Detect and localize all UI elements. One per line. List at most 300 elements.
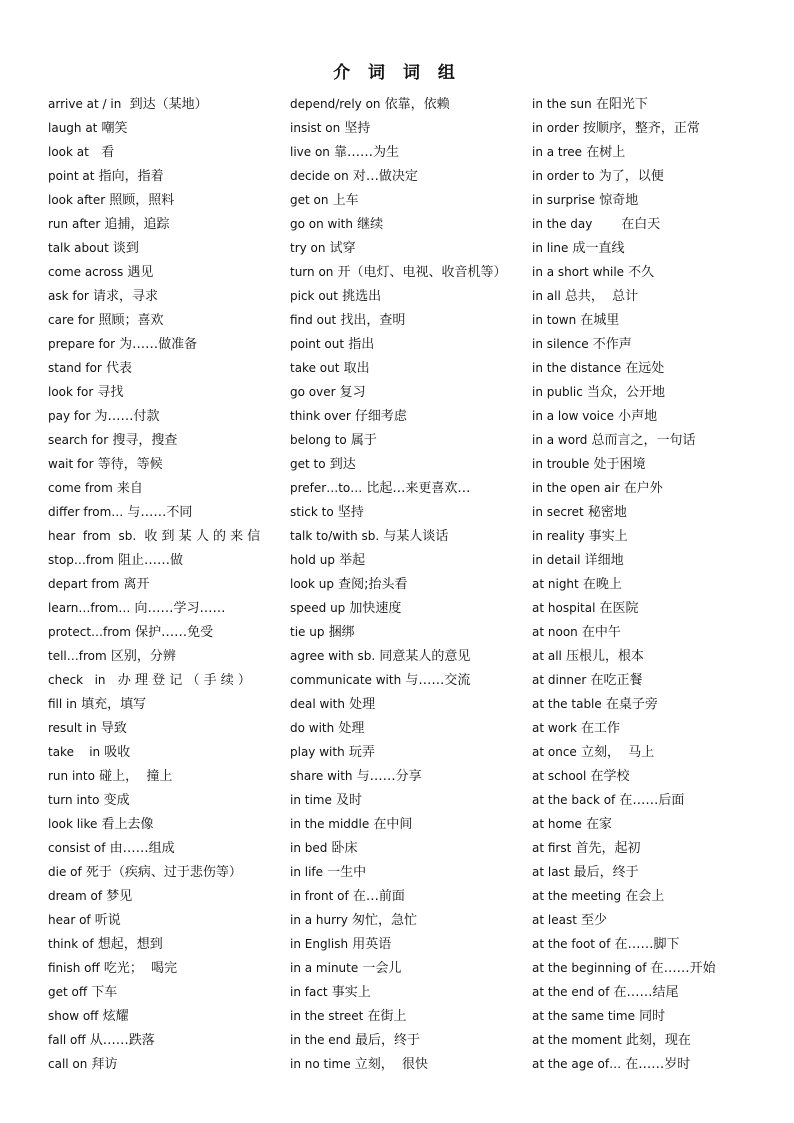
- phrase-row: [532, 116, 782, 140]
- phrase-chinese: 嘲笑: [97, 121, 128, 136]
- phrase-chinese: 办 理 登 记 （ 手 续 ）: [105, 673, 251, 688]
- phrase-english: in a word: [532, 433, 588, 447]
- phrase-row: [290, 788, 530, 812]
- phrase-chinese: 变成: [99, 793, 130, 808]
- phrase-chinese: 秘密地: [583, 505, 627, 520]
- phrase-english: depart from: [48, 577, 120, 591]
- phrase-english: in the sun: [532, 97, 592, 111]
- phrase-row: [532, 188, 782, 212]
- phrase-row: [290, 764, 530, 788]
- phrase-row: [532, 812, 782, 836]
- page-title: 介 词 词 组: [333, 63, 461, 83]
- phrase-english: in time: [290, 793, 332, 807]
- phrase-chinese: 看: [88, 145, 115, 160]
- phrase-row: [532, 356, 782, 380]
- phrase-chinese: 卧床: [327, 841, 358, 856]
- phrase-chinese: 一生中: [323, 865, 367, 880]
- phrase-chinese: 照顾；喜欢: [94, 313, 164, 328]
- phrase-english: turn on: [290, 265, 334, 279]
- phrase-chinese: 捆绑: [324, 625, 355, 640]
- phrase-chinese: 请求，寻求: [88, 289, 159, 304]
- phrase-english: in front of: [290, 889, 349, 903]
- phrase-english: get to: [290, 457, 326, 471]
- phrase-chinese: 最后，终于: [569, 865, 639, 880]
- phrase-row: [532, 428, 782, 452]
- phrase-row: [48, 212, 288, 236]
- phrase-row: [532, 92, 782, 116]
- phrase-english: come across: [48, 265, 124, 279]
- phrase-row: [48, 644, 288, 668]
- phrase-chinese: 吸收: [100, 745, 131, 760]
- phrase-chinese: 同意某人的意见: [375, 649, 471, 664]
- phrase-chinese: 下车: [87, 985, 118, 1000]
- phrase-row: [48, 188, 288, 212]
- phrase-english: prefer…to…: [290, 481, 363, 495]
- phrase-row: [48, 524, 288, 548]
- phrase-row: [532, 140, 782, 164]
- phrase-row: [532, 668, 782, 692]
- phrase-english: search for: [48, 433, 109, 447]
- phrase-chinese: 区别，分辨: [106, 649, 176, 664]
- phrase-chinese: 取出: [339, 361, 370, 376]
- phrase-english: learn…from…: [48, 601, 131, 615]
- phrase-chinese: 上车: [328, 193, 359, 208]
- phrase-row: [532, 836, 782, 860]
- phrase-english: do with: [290, 721, 335, 735]
- phrase-chinese: 谈到: [108, 241, 139, 256]
- phrase-english: at the back of: [532, 793, 616, 807]
- phrase-chinese: 靠……为生: [329, 145, 400, 160]
- phrase-row: [532, 716, 782, 740]
- phrase-chinese: 死于（疾病、过于悲伤等）: [81, 865, 242, 880]
- phrase-row: [290, 548, 530, 572]
- phrase-row: [48, 260, 288, 284]
- phrase-chinese: 举起: [334, 553, 366, 568]
- phrase-english: in detail: [532, 553, 581, 567]
- phrase-english: in trouble: [532, 457, 590, 471]
- phrase-row: [290, 836, 530, 860]
- phrase-english: at the meeting: [532, 889, 622, 903]
- phrase-english: look like: [48, 817, 98, 831]
- phrase-chinese: 收 到 某 人 的 来 信: [136, 529, 261, 544]
- phrase-english: in silence: [532, 337, 589, 351]
- phrase-chinese: 在医院: [595, 601, 639, 616]
- phrase-row: [290, 884, 530, 908]
- phrase-english: check in: [48, 673, 106, 687]
- phrase-chinese: 事实上: [584, 529, 628, 544]
- phrase-chinese: 搜寻，搜查: [108, 433, 178, 448]
- phrase-chinese: 匆忙，急忙: [347, 913, 418, 928]
- phrase-row: [532, 884, 782, 908]
- phrase-english: in a minute: [290, 961, 359, 975]
- phrase-chinese: 在阳光下: [591, 97, 648, 112]
- phrase-row: [48, 380, 288, 404]
- phrase-chinese: 在桌子旁: [601, 697, 658, 712]
- phrase-english: run into: [48, 769, 95, 783]
- phrase-chinese: 与……交流: [401, 673, 471, 688]
- phrase-english: at the moment: [532, 1033, 622, 1047]
- phrase-row: [532, 692, 782, 716]
- phrase-chinese: 在远处: [621, 361, 665, 376]
- phrase-english: at first: [532, 841, 572, 855]
- phrase-row: [532, 932, 782, 956]
- phrase-chinese: 试穿: [325, 241, 356, 256]
- phrase-row: [532, 740, 782, 764]
- phrase-chinese: 坚持: [333, 505, 364, 520]
- phrase-english: at the same time: [532, 1009, 635, 1023]
- phrase-english: take in: [48, 745, 101, 759]
- phrase-chinese: 指出: [344, 337, 375, 352]
- phrase-chinese: 听说: [90, 913, 121, 928]
- phrase-chinese: 在中午: [577, 625, 621, 640]
- phrase-english: stand for: [48, 361, 102, 375]
- phrase-english: in line: [532, 241, 569, 255]
- phrase-row: [48, 164, 288, 188]
- phrase-chinese: 依靠，依赖: [380, 97, 450, 112]
- phrase-chinese: 处理: [334, 721, 365, 736]
- phrase-english: ask for: [48, 289, 89, 303]
- phrase-english: at dinner: [532, 673, 587, 687]
- phrase-row: [532, 1004, 782, 1028]
- phrase-english: at school: [532, 769, 587, 783]
- phrase-row: [290, 380, 530, 404]
- phrase-chinese: 炫耀: [98, 1009, 129, 1024]
- phrase-chinese: 在中间: [369, 817, 413, 832]
- phrase-row: [532, 1052, 782, 1076]
- phrase-row: [290, 332, 530, 356]
- phrase-chinese: 用英语: [348, 937, 392, 952]
- phrase-row: [48, 596, 288, 620]
- phrase-row: [48, 740, 288, 764]
- phrase-chinese: 找出，查明: [336, 313, 406, 328]
- phrase-chinese: 在……岁时: [621, 1057, 691, 1072]
- phrase-row: [48, 572, 288, 596]
- phrase-english: differ from…: [48, 505, 124, 519]
- phrase-chinese: 首先，起初: [571, 841, 641, 856]
- phrase-row: [532, 596, 782, 620]
- phrase-english: point out: [290, 337, 345, 351]
- phrase-english: share with: [290, 769, 353, 783]
- phrase-chinese: 为了，以便: [594, 169, 664, 184]
- phrase-row: [48, 236, 288, 260]
- phrase-column-1: [48, 92, 288, 1076]
- phrase-row: [290, 932, 530, 956]
- phrase-english: at the foot of: [532, 937, 611, 951]
- phrase-chinese: 在学校: [586, 769, 630, 784]
- phrase-english: die of: [48, 865, 82, 879]
- phrase-chinese: 玩弄: [344, 745, 375, 760]
- phrase-chinese: 到达: [325, 457, 356, 472]
- phrase-row: [48, 332, 288, 356]
- phrase-chinese: 立刻， 很快: [350, 1057, 429, 1072]
- phrase-row: [532, 476, 782, 500]
- phrase-english: in order: [532, 121, 579, 135]
- phrase-column-3: [532, 92, 782, 1076]
- phrase-english: get off: [48, 985, 88, 999]
- phrase-english: tell…from: [48, 649, 107, 663]
- phrase-chinese: 及时: [331, 793, 363, 808]
- phrase-english: communicate with: [290, 673, 402, 687]
- phrase-row: [48, 548, 288, 572]
- phrase-chinese: 立刻， 马上: [576, 745, 655, 760]
- phrase-row: [290, 236, 530, 260]
- phrase-row: [290, 1004, 530, 1028]
- phrase-row: [532, 1028, 782, 1052]
- phrase-row: [290, 692, 530, 716]
- phrase-chinese: 导致: [96, 721, 127, 736]
- phrase-chinese: 详细地: [580, 553, 624, 568]
- phrase-chinese: 总共， 总计: [560, 289, 639, 304]
- phrase-english: fall off: [48, 1033, 86, 1047]
- phrase-row: [48, 812, 288, 836]
- phrase-english: go on with: [290, 217, 353, 231]
- phrase-row: [532, 860, 782, 884]
- phrase-chinese: 拜访: [87, 1057, 118, 1072]
- phrase-chinese: 为……做准备: [115, 337, 198, 352]
- phrase-row: [532, 980, 782, 1004]
- phrase-english: speed up: [290, 601, 346, 615]
- phrase-row: [48, 500, 288, 524]
- phrase-row: [532, 332, 782, 356]
- phrase-english: at night: [532, 577, 579, 591]
- phrase-chinese: 总而言之，一句话: [587, 433, 696, 448]
- phrase-row: [48, 836, 288, 860]
- phrase-english: talk about: [48, 241, 109, 255]
- phrase-row: [290, 164, 530, 188]
- phrase-english: in all: [532, 289, 561, 303]
- phrase-row: [48, 692, 288, 716]
- phrase-english: at once: [532, 745, 577, 759]
- phrase-english: tie up: [290, 625, 325, 639]
- phrase-chinese: 当众，公开地: [582, 385, 665, 400]
- phrase-chinese: 与……不同: [123, 505, 193, 520]
- phrase-row: [48, 140, 288, 164]
- phrase-row: [290, 668, 530, 692]
- phrase-row: [290, 476, 530, 500]
- phrase-row: [532, 908, 782, 932]
- phrase-row: [290, 620, 530, 644]
- phrase-english: stop…from: [48, 553, 114, 567]
- phrase-row: [290, 740, 530, 764]
- phrase-english: find out: [290, 313, 337, 327]
- phrase-english: think over: [290, 409, 351, 423]
- phrase-english: think of: [48, 937, 94, 951]
- phrase-row: [532, 788, 782, 812]
- phrase-english: at the beginning of: [532, 961, 647, 975]
- phrase-row: [48, 308, 288, 332]
- phrase-english: belong to: [290, 433, 347, 447]
- phrase-english: at noon: [532, 625, 578, 639]
- phrase-row: [290, 980, 530, 1004]
- phrase-chinese: 按顺序，整齐，正常: [578, 121, 700, 136]
- phrase-chinese: 与……分享: [352, 769, 422, 784]
- phrase-row: [532, 764, 782, 788]
- phrase-english: at work: [532, 721, 577, 735]
- phrase-english: deal with: [290, 697, 345, 711]
- phrase-english: look up: [290, 577, 335, 591]
- phrase-english: talk to/with sb.: [290, 529, 380, 543]
- phrase-chinese: 在工作: [576, 721, 621, 736]
- phrase-row: [48, 788, 288, 812]
- phrase-english: in public: [532, 385, 583, 399]
- phrase-chinese: 挑选出: [337, 289, 382, 304]
- phrase-row: [532, 308, 782, 332]
- phrase-chinese: 加快速度: [345, 601, 402, 616]
- phrase-english: consist of: [48, 841, 106, 855]
- phrase-english: get on: [290, 193, 329, 207]
- phrase-chinese: 比起…来更喜欢…: [362, 481, 471, 496]
- phrase-english: in bed: [290, 841, 328, 855]
- phrase-row: [290, 284, 530, 308]
- phrase-row: [48, 356, 288, 380]
- phrase-row: [48, 956, 288, 980]
- phrase-english: look for: [48, 385, 94, 399]
- phrase-chinese: 寻找: [93, 385, 124, 400]
- phrase-chinese: 惊奇地: [595, 193, 639, 208]
- phrase-english: live on: [290, 145, 330, 159]
- phrase-row: [290, 1052, 530, 1076]
- phrase-row: [290, 428, 530, 452]
- phrase-chinese: 阻止……做: [113, 553, 183, 568]
- phrase-chinese: 看上去像: [97, 817, 154, 832]
- phrase-english: in no time: [290, 1057, 351, 1071]
- phrase-english: at hospital: [532, 601, 596, 615]
- phrase-chinese: 填充，填写: [76, 697, 147, 712]
- phrase-chinese: 至少: [576, 913, 608, 928]
- phrase-english: hear from sb.: [48, 529, 137, 543]
- phrase-chinese: 离开: [119, 577, 150, 592]
- phrase-row: [48, 716, 288, 740]
- phrase-english: pick out: [290, 289, 338, 303]
- phrase-row: [290, 860, 530, 884]
- phrase-row: [532, 452, 782, 476]
- phrase-row: [290, 308, 530, 332]
- phrase-chinese: 坚持: [340, 121, 371, 136]
- phrase-english: come from: [48, 481, 113, 495]
- phrase-row: [532, 284, 782, 308]
- phrase-english: pay for: [48, 409, 91, 423]
- phrase-chinese: 最后，终于: [350, 1033, 421, 1048]
- phrase-row: [290, 956, 530, 980]
- phrase-chinese: 到达（某地）: [121, 97, 208, 112]
- phrase-chinese: 在吃正餐: [586, 673, 643, 688]
- phrase-chinese: 处于困境: [589, 457, 646, 472]
- phrase-english: look after: [48, 193, 106, 207]
- phrase-english: in the end: [290, 1033, 351, 1047]
- phrase-english: wait for: [48, 457, 94, 471]
- phrase-chinese: 梦见: [102, 889, 133, 904]
- phrase-english: stick to: [290, 505, 334, 519]
- phrase-row: [532, 236, 782, 260]
- phrase-row: [290, 1028, 530, 1052]
- phrase-english: arrive at / in: [48, 97, 122, 111]
- phrase-chinese: 继续: [353, 217, 384, 232]
- phrase-english: at last: [532, 865, 570, 879]
- phrase-chinese: 对…做决定: [348, 169, 418, 184]
- phrase-chinese: 在树上: [582, 145, 626, 160]
- phrase-chinese: 照顾，照料: [105, 193, 175, 208]
- phrase-english: run after: [48, 217, 101, 231]
- phrase-chinese: 吃光； 喝完: [99, 961, 178, 976]
- phrase-english: point at: [48, 169, 95, 183]
- phrase-chinese: 在街上: [363, 1009, 407, 1024]
- phrase-row: [290, 404, 530, 428]
- phrase-row: [532, 212, 782, 236]
- phrase-chinese: 从……跌落: [85, 1033, 155, 1048]
- phrase-english: decide on: [290, 169, 349, 183]
- phrase-chinese: 向……学习……: [130, 601, 226, 616]
- phrase-chinese: 事实上: [327, 985, 371, 1000]
- phrase-chinese: 在家: [581, 817, 613, 832]
- phrase-chinese: 此刻，现在: [621, 1033, 691, 1048]
- phrase-chinese: 在会上: [621, 889, 665, 904]
- phrase-english: in a short while: [532, 265, 625, 279]
- phrase-row: [532, 380, 782, 404]
- phrase-chinese: 小声地: [613, 409, 658, 424]
- phrase-english: in surprise: [532, 193, 596, 207]
- phrase-english: at the age of…: [532, 1057, 622, 1071]
- phrase-row: [532, 956, 782, 980]
- phrase-english: insist on: [290, 121, 341, 135]
- phrase-english: in the distance: [532, 361, 622, 375]
- phrase-row: [532, 644, 782, 668]
- phrase-english: at home: [532, 817, 582, 831]
- phrase-row: [48, 860, 288, 884]
- phrase-chinese: 来自: [112, 481, 143, 496]
- phrase-row: [48, 764, 288, 788]
- phrase-chinese: 想起，想到: [93, 937, 163, 952]
- phrase-english: prepare for: [48, 337, 116, 351]
- phrase-chinese: 不久: [624, 265, 655, 280]
- phrase-row: [290, 116, 530, 140]
- phrase-row: [290, 572, 530, 596]
- phrase-row: [48, 284, 288, 308]
- phrase-english: in life: [290, 865, 324, 879]
- phrase-english: protect…from: [48, 625, 131, 639]
- phrase-english: call on: [48, 1057, 88, 1071]
- phrase-row: [48, 668, 288, 692]
- phrase-english: agree with sb.: [290, 649, 376, 663]
- phrase-row: [48, 404, 288, 428]
- phrase-chinese: 指向，指着: [94, 169, 164, 184]
- phrase-english: in secret: [532, 505, 584, 519]
- phrase-row: [48, 116, 288, 140]
- phrase-chinese: 在户外: [619, 481, 663, 496]
- phrase-row: [290, 524, 530, 548]
- phrase-english: in a tree: [532, 145, 583, 159]
- phrase-english: in English: [290, 937, 349, 951]
- phrase-english: in fact: [290, 985, 328, 999]
- phrase-row: [290, 812, 530, 836]
- phrase-chinese: 在……结尾: [609, 985, 679, 1000]
- phrase-chinese: 成一直线: [568, 241, 625, 256]
- phrase-chinese: 由……组成: [105, 841, 175, 856]
- phrase-chinese: 查阅;抬头看: [334, 577, 408, 592]
- phrase-row: [48, 908, 288, 932]
- phrase-english: dream of: [48, 889, 103, 903]
- phrase-english: in the middle: [290, 817, 370, 831]
- phrase-row: [48, 1004, 288, 1028]
- phrase-row: [532, 404, 782, 428]
- phrase-chinese: 复习: [335, 385, 366, 400]
- phrase-chinese: 属于: [346, 433, 377, 448]
- phrase-row: [48, 620, 288, 644]
- phrase-english: care for: [48, 313, 95, 327]
- phrase-english: take out: [290, 361, 340, 375]
- phrase-row: [532, 164, 782, 188]
- phrase-english: at all: [532, 649, 562, 663]
- phrase-english: in the street: [290, 1009, 364, 1023]
